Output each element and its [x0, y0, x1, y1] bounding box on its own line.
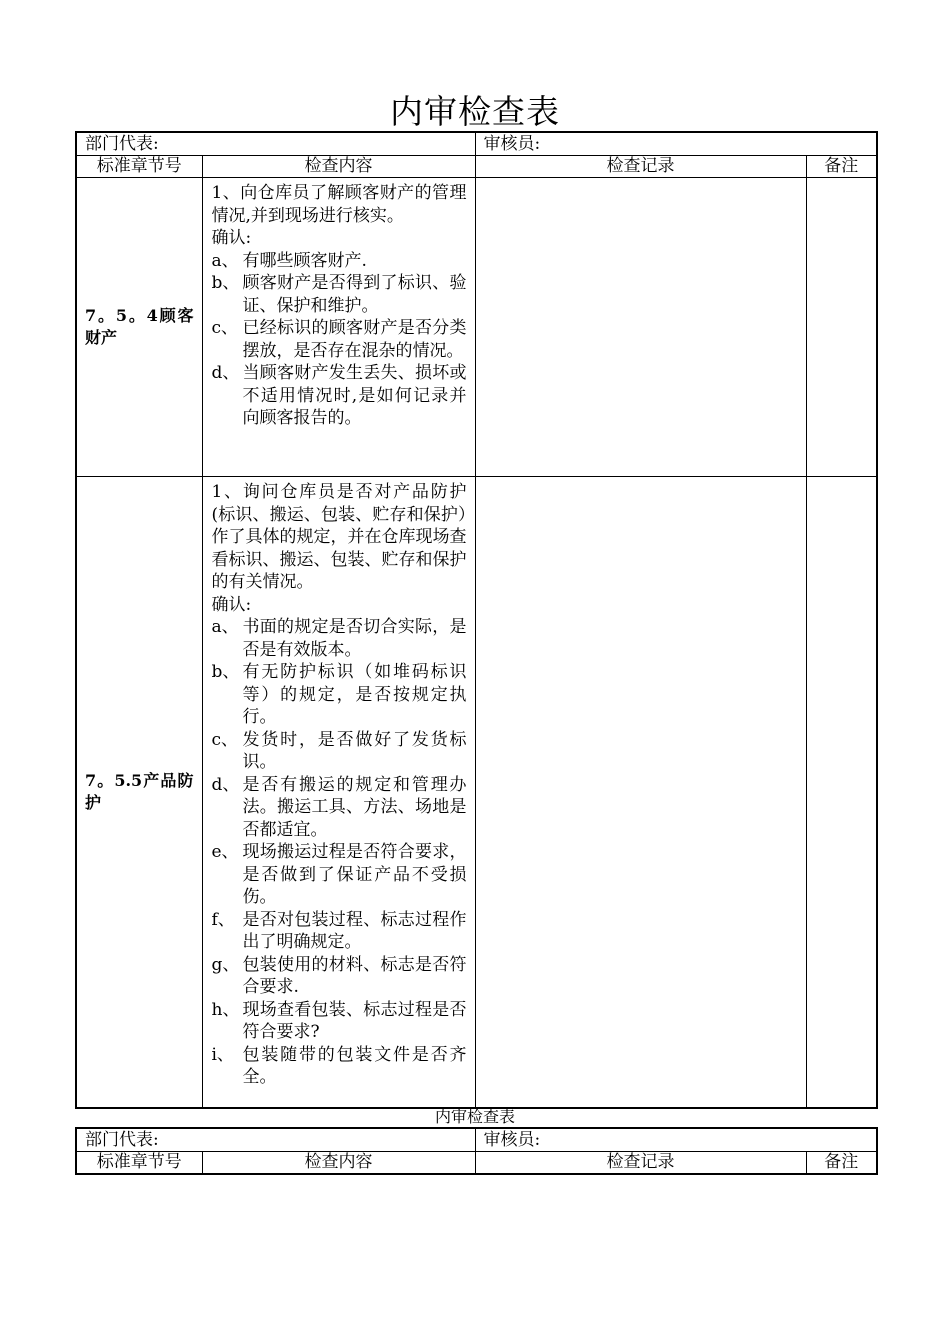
- check-item-label: b、: [211, 273, 240, 293]
- check-item-text: 有哪些顾客财产.: [242, 250, 367, 271]
- check-item-text: 顾客财产是否得到了标识、验证、保护和维护。: [242, 273, 467, 316]
- check-item: [212, 841, 467, 909]
- check-item-label: h、: [211, 999, 240, 1020]
- section-number-cell: [76, 178, 202, 477]
- section-number-cell: [76, 477, 202, 1108]
- checklist-row: [76, 178, 877, 477]
- check-item: [212, 661, 467, 729]
- column-header-notes: 备注: [806, 156, 877, 178]
- check-item: [212, 909, 467, 954]
- check-item-text: 已经标识的顾客财产是否分类摆放，是否存在混杂的情况。: [242, 318, 467, 361]
- check-item-text: 发货时，是否做好了发货标识。: [242, 729, 467, 772]
- audit-checklist-table: [75, 131, 878, 1109]
- check-item-label: c、: [211, 318, 239, 338]
- check-item-text: 书面的规定是否切合实际，是否是有效版本。: [242, 617, 467, 660]
- check-record-cell[interactable]: [475, 178, 806, 477]
- column-header-section: 标准章节号: [76, 156, 202, 178]
- header-row: [76, 132, 877, 156]
- check-item-label: d、: [211, 363, 240, 383]
- auditor-label: 审核员:: [475, 1128, 877, 1152]
- check-intro: 1、询问仓库员是否对产品防护(标识、搬运、包装、贮存和保护）作了具体的规定，并在仓库现场查看标识、搬运、包装、贮存和保护的有关情况。: [211, 482, 467, 592]
- column-header-record: 检查记录: [475, 156, 806, 178]
- page-title: 内审检查表: [390, 92, 560, 131]
- section-number: 7。5。4顾客财产: [85, 306, 194, 347]
- check-item: [212, 774, 467, 842]
- check-item-text: 是否对包装过程、标志过程作出了明确规定。: [242, 909, 467, 952]
- audit-checklist-table-continued: [75, 1127, 878, 1175]
- check-content-cell: [202, 477, 475, 1108]
- check-item-text: 是否有搬运的规定和管理办法。搬运工具、方法、场地是否都适宜。: [242, 774, 467, 840]
- notes-cell[interactable]: [806, 178, 877, 477]
- check-item: [212, 616, 467, 661]
- check-record-cell[interactable]: [475, 477, 806, 1108]
- check-item: [212, 999, 467, 1044]
- section-number: 7。5.5产品防护: [85, 770, 194, 812]
- check-item: [212, 1044, 467, 1089]
- check-item-text: 包装使用的材料、标志是否符合要求.: [242, 954, 467, 997]
- auditor-label: 审核员:: [475, 132, 877, 156]
- check-item-label: c、: [211, 729, 239, 750]
- check-item-label: i、: [211, 1044, 234, 1065]
- check-item: [212, 729, 467, 774]
- check-item: [212, 317, 467, 362]
- check-item-label: b、: [211, 662, 240, 682]
- check-item-text: 当顾客财产发生丢失、损坏或不适用情况时,是如何记录并向顾客报告的。: [242, 363, 467, 428]
- notes-cell[interactable]: [806, 477, 877, 1108]
- column-header-content: 检查内容: [202, 1152, 475, 1175]
- check-item-text: 包装随带的包装文件是否齐全。: [242, 1044, 467, 1087]
- dept-representative-label: 部门代表:: [76, 1128, 475, 1152]
- second-page-title: 内审检查表: [434, 1107, 515, 1126]
- header-row: [76, 1128, 877, 1152]
- confirm-label: 确认:: [211, 228, 252, 248]
- dept-representative-label: 部门代表:: [76, 132, 475, 156]
- check-item-text: 现场查看包装、标志过程是否符合要求?: [242, 999, 467, 1042]
- column-header-notes: 备注: [806, 1152, 877, 1175]
- column-header-section: 标准章节号: [76, 1152, 202, 1175]
- column-header-row: [76, 1152, 877, 1175]
- column-header-row: [76, 156, 877, 178]
- check-item-text: 现场搬运过程是否符合要求，是否做到了保证产品不受损伤。: [242, 842, 467, 907]
- check-item-label: a、: [211, 250, 239, 271]
- check-item: [212, 954, 467, 999]
- checklist-row: [76, 477, 877, 1108]
- check-item: [212, 362, 467, 430]
- check-item-label: g、: [211, 954, 240, 975]
- check-item-label: e、: [211, 842, 239, 862]
- check-item-label: f、: [211, 909, 235, 930]
- column-header-content: 检查内容: [202, 156, 475, 178]
- check-item-text: 有无防护标识（如堆码标识等）的规定，是否按规定执行。: [242, 662, 467, 727]
- check-item-label: d、: [211, 774, 240, 795]
- check-item: [212, 250, 467, 273]
- check-content-cell: [202, 178, 475, 477]
- confirm-label: 确认:: [211, 594, 252, 615]
- check-intro: 1、向仓库员了解顾客财产的管理情况,并到现场进行核实。: [211, 183, 467, 226]
- column-header-record: 检查记录: [475, 1152, 806, 1175]
- check-item-label: a、: [211, 617, 239, 637]
- check-item: [212, 272, 467, 317]
